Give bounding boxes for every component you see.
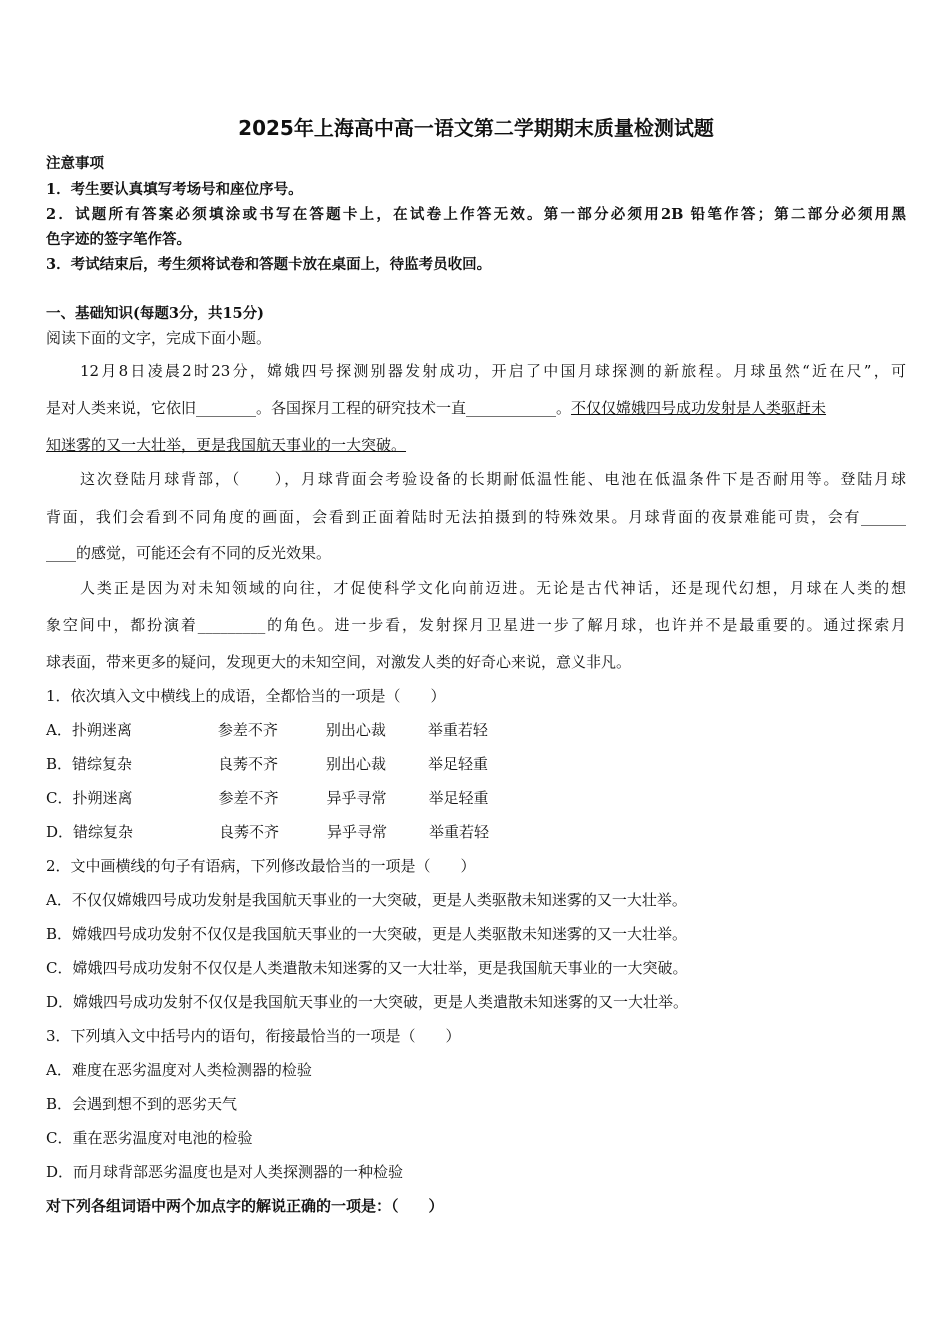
q3-option-d: D．而月球背部恶劣温度也是对人类探测器的一种检验 [46,1163,404,1181]
q2-option-d: D．嫦娥四号成功发射不仅仅是我国航天事业的一大突破，更是人类遣散未知迷雾的又一大壮举。 [46,993,689,1011]
q1-option-d [46,821,906,842]
option-word-4: 举重若轻 [427,721,488,739]
option-word-2: 参差不齐 [217,721,278,739]
option-word-1: 扑朔迷离 [71,721,132,739]
option-label: B． [46,755,73,773]
passage-p1-line3 [46,434,906,455]
q3-stem: 3．下列填入文中括号内的语句，衔接最恰当的一项是（ ） [46,1027,461,1045]
page-title: 2025年上海高中高一语文第二学期期末质量检测试题 [238,116,714,140]
q1-option-c [46,787,906,808]
passage-p2-line1: 这次登陆月球背部，（ ），月球背面会考验设备的长期耐低温性能、电池在低温条件下是否耐用等。登陆月球 [80,470,906,488]
passage-p3-line1: 人类正是因为对未知领域的向往，才促使科学文化向前迈进。无论是古代神话，还是现代幻想，月球在人类的想 [80,579,906,597]
option-label: D． [46,823,74,841]
q1-option-b [46,753,906,774]
q1-option-a [46,719,906,740]
option-word-4: 举重若轻 [429,823,490,841]
q3-option-a: A．难度在恶劣温度对人类检测器的检验 [46,1061,312,1079]
q2-option-c: C．嫦娥四号成功发射不仅仅是人类遣散未知迷雾的又一大壮举，更是我国航天事业的一大突破。 [46,959,688,977]
notice-heading: 注意事项 [46,155,104,172]
notice-item-3: 3．考试结束后，考生须将试卷和答题卡放在桌面上，待监考员收回。 [46,256,492,273]
q4-stem: 对下列各组词语中两个加点字的解说正确的一项是：（ ） [46,1197,444,1215]
passage-p1-line1: 12月8日凌晨2时23分，嫦娥四号探测别器发射成功，开启了中国月球探测的新旅程。月球虽然“近在尺”，可 [80,362,906,380]
option-word-1: 错综复杂 [72,755,133,773]
notice-item-2: 2．试题所有答案必须填涂或书写在答题卡上，在试卷上作答无效。第一部分必须用2B 铅笔作答；第二部分必须用黑 [46,206,906,223]
notice-item-2-cont: 色字迹的签字笔作答。 [46,231,191,248]
option-word-2: 良莠不齐 [219,823,280,841]
passage-p3-line2: 象空间中，都扮演着_________的角色。进一步看，发射探月卫星进一步了解月球，也许并不是最重要的。通过探索月 [46,616,906,634]
option-word-1: 扑朔迷离 [72,789,133,807]
option-label: A． [46,721,72,739]
option-word-3: 异乎寻常 [326,789,387,807]
option-word-2: 良莠不齐 [218,755,279,773]
option-word-3: 异乎寻常 [327,823,388,841]
underlined-sentence-part2: 知迷雾的又一大壮举，更是我国航天事业的一大突破。 [46,436,407,454]
option-word-1: 错综复杂 [73,823,134,841]
passage-p1-line2-text: 是对人类来说，它依旧________。各国探月工程的研究技术一直____________。 [46,399,572,417]
q2-option-b: B．嫦娥四号成功发射不仅仅是我国航天事业的一大突破，更是人类驱散未知迷雾的又一大壮举。 [46,925,688,943]
section-intro: 阅读下面的文字，完成下面小题。 [46,329,272,347]
passage-p3-line3: 球表面，带来更多的疑问，发现更大的未知空间，对激发人类的好奇心来说，意义非凡。 [46,653,632,671]
q1-stem: 1．依次填入文中横线上的成语，全都恰当的一项是（ ） [46,687,446,705]
q2-option-a: A．不仅仅嫦娥四号成功发射是我国航天事业的一大突破，更是人类驱散未知迷雾的又一大壮举。 [46,891,687,909]
q3-option-b: B．会遇到想不到的恶劣天气 [46,1095,238,1113]
option-word-4: 举足轻重 [428,789,489,807]
option-word-2: 参差不齐 [218,789,279,807]
option-word-4: 举足轻重 [428,755,489,773]
section-heading: 一、基础知识(每题3分，共15分) [46,305,264,322]
passage-p2-line3: ____的感觉，可能还会有不同的反光效果。 [46,544,332,562]
notice-item-1: 1．考生要认真填写考场号和座位序号。 [46,181,303,198]
q3-option-c: C．重在恶劣温度对电池的检验 [46,1129,253,1147]
passage-p1-line2 [46,397,906,418]
option-word-3: 别出心裁 [326,755,387,773]
underlined-sentence-part1: 不仅仅嫦娥四号成功发射是人类驱赶未 [571,399,827,417]
passage-p2-line2: 背面，我们会看到不同角度的画面，会看到正面着陆时无法拍摄到的特殊效果。月球背面的夜景难能可贵，会有______ [46,508,906,526]
option-label: C． [46,789,73,807]
q2-stem: 2．文中画横线的句子有语病，下列修改最恰当的一项是（ ） [46,857,476,875]
option-word-3: 别出心裁 [325,721,386,739]
